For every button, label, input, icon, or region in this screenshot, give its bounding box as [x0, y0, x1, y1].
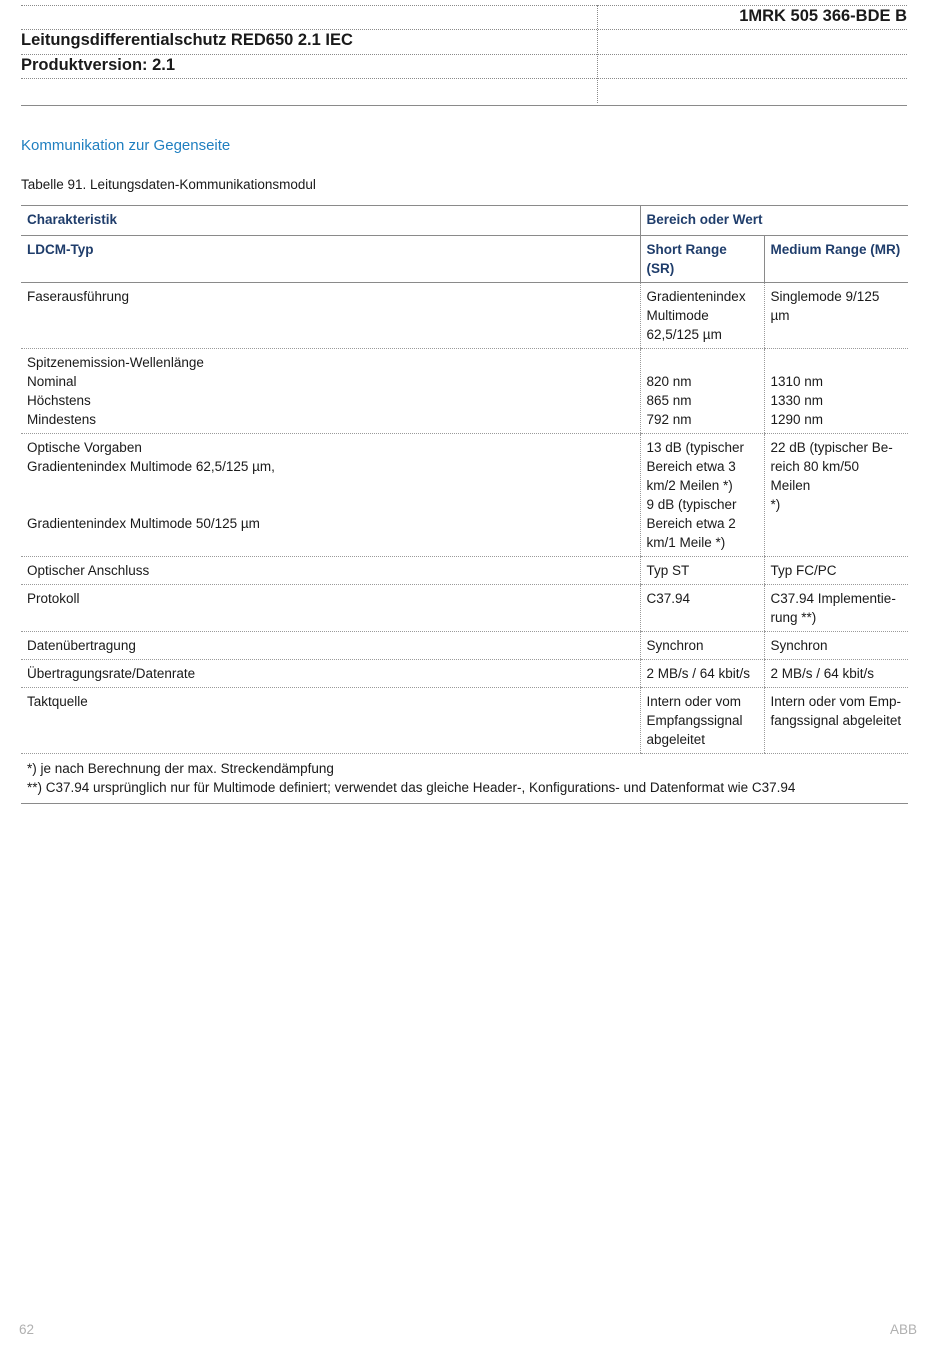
header-column-divider [597, 5, 598, 103]
table-cell [764, 632, 908, 660]
table-cell [21, 349, 640, 434]
table-cell [640, 349, 764, 434]
table-row [21, 283, 908, 349]
cell-line: km/1 Meile *) [646, 535, 726, 550]
cell-line [771, 353, 903, 372]
table-cell [764, 283, 908, 349]
cell-line: Mindestens [27, 412, 97, 427]
table-cell [21, 660, 640, 688]
table-subheader-row [21, 236, 908, 283]
cell-line: Nominal [27, 374, 77, 389]
page-number: 62 [19, 1322, 35, 1337]
cell-line: 820 nm [646, 374, 692, 389]
cell-line: Datenübertragung [27, 638, 136, 653]
table-cell [640, 557, 764, 585]
cell-line: Faserausführung [27, 289, 130, 304]
header-characteristic: Charakteristik [21, 206, 640, 236]
cell-line: Empfangssignal [646, 713, 743, 728]
table-cell [640, 283, 764, 349]
document-title: Leitungsdifferentialschutz RED650 2.1 IEC [21, 31, 353, 49]
header-short-range: Short Range (SR) [640, 236, 764, 283]
table-footnotes [21, 754, 908, 804]
cell-line: Gradientenindex [646, 289, 746, 304]
cell-line: rung **) [770, 610, 817, 625]
cell-line: Optische Vorgaben [27, 440, 142, 455]
table-cell [640, 660, 764, 688]
table-cell [764, 434, 908, 557]
table-row [21, 434, 908, 557]
table-header-row [21, 206, 908, 236]
header-range-or-value: Bereich oder Wert [640, 206, 908, 236]
table-row [21, 660, 908, 688]
table-cell [21, 283, 640, 349]
cell-line: Übertragungsrate/Datenrate [27, 666, 196, 681]
footnote: **) C37.94 ursprünglich nur für Multimode definiert; verwendet das gleiche Header-, Konfigurations- und Datenformat wie C37.94 [27, 780, 796, 795]
cell-line: abgeleitet [646, 732, 706, 747]
table-cell [640, 632, 764, 660]
cell-line: C37.94 Implementie- [770, 591, 896, 606]
cell-line: 792 nm [646, 412, 692, 427]
cell-line: Typ ST [646, 563, 690, 578]
cell-line: Spitzenemission-Wellenlänge [27, 355, 204, 370]
table-cell [764, 688, 908, 754]
cell-line: 9 dB (typischer [646, 497, 737, 512]
header-medium-range: Medium Range (MR) [764, 236, 908, 283]
cell-line: 13 dB (typischer [646, 440, 745, 455]
cell-line: Intern oder vom [646, 694, 742, 709]
table-footnote-row [21, 754, 908, 804]
header-rule [21, 54, 907, 55]
table-cell [21, 585, 640, 632]
cell-line [647, 353, 758, 372]
cell-line: Synchron [770, 638, 828, 653]
header-rule [21, 29, 907, 30]
table-row [21, 557, 908, 585]
brand-name: ABB [889, 1322, 917, 1337]
cell-line: 2 MB/s / 64 kbit/s [646, 666, 751, 681]
cell-line: Optischer Anschluss [27, 563, 150, 578]
cell-line: Taktquelle [27, 694, 88, 709]
cell-line: Gradientenindex Multimode 50/125 µm [27, 516, 260, 531]
header-rule [21, 78, 907, 79]
table-row [21, 585, 908, 632]
cell-line [27, 476, 634, 495]
cell-line: 2 MB/s / 64 kbit/s [770, 666, 875, 681]
cell-line: 1290 nm [770, 412, 824, 427]
table-cell [764, 585, 908, 632]
table-caption: Tabelle 91. Leitungsdaten-Kommunikationsmodul [21, 177, 316, 192]
table-cell [764, 349, 908, 434]
cell-line: fangssignal abgeleitet [770, 713, 902, 728]
table-cell [640, 585, 764, 632]
table-cell [21, 688, 640, 754]
table-row [21, 688, 908, 754]
table-cell [21, 434, 640, 557]
header-rule [21, 5, 907, 6]
cell-line: 62,5/125 µm [646, 327, 722, 342]
cell-line [27, 495, 634, 514]
table-cell [640, 434, 764, 557]
cell-line: Protokoll [27, 591, 80, 606]
table-cell [640, 688, 764, 754]
table-cell [21, 632, 640, 660]
cell-line: km/2 Meilen *) [646, 478, 733, 493]
cell-line: Gradientenindex Multimode 62,5/125 µm, [27, 459, 275, 474]
product-version: Produktversion: 2.1 [21, 56, 176, 74]
cell-line: Bereich etwa 2 [646, 516, 736, 531]
cell-line: Multimode [646, 308, 709, 323]
cell-line: Bereich etwa 3 [646, 459, 736, 474]
ldcm-spec-table [21, 205, 908, 804]
header-bottom-rule [21, 105, 907, 106]
table-cell [21, 557, 640, 585]
cell-line: 22 dB (typischer Be- [770, 440, 893, 455]
cell-line: C37.94 [646, 591, 691, 606]
cell-line: 1310 nm [770, 374, 824, 389]
table-row [21, 632, 908, 660]
cell-line: 865 nm [646, 393, 692, 408]
header-ldcm-type: LDCM-Typ [21, 236, 640, 283]
table-row [21, 349, 908, 434]
table-cell [764, 660, 908, 688]
cell-line: Typ FC/PC [770, 563, 837, 578]
document-header [21, 0, 907, 106]
cell-line: *) [770, 497, 781, 512]
cell-line: Intern oder vom Emp- [770, 694, 902, 709]
cell-line: Singlemode 9/125 µm [770, 289, 880, 323]
section-title: Kommunikation zur Gegenseite [21, 137, 231, 154]
cell-line: Höchstens [27, 393, 91, 408]
footnote: *) je nach Berechnung der max. Streckendämpfung [27, 761, 334, 776]
cell-line: reich 80 km/50 Meilen [770, 459, 860, 493]
document-number: 1MRK 505 366-BDE B [739, 7, 907, 25]
cell-line: Synchron [646, 638, 704, 653]
cell-line: 1330 nm [770, 393, 824, 408]
table-cell [764, 557, 908, 585]
